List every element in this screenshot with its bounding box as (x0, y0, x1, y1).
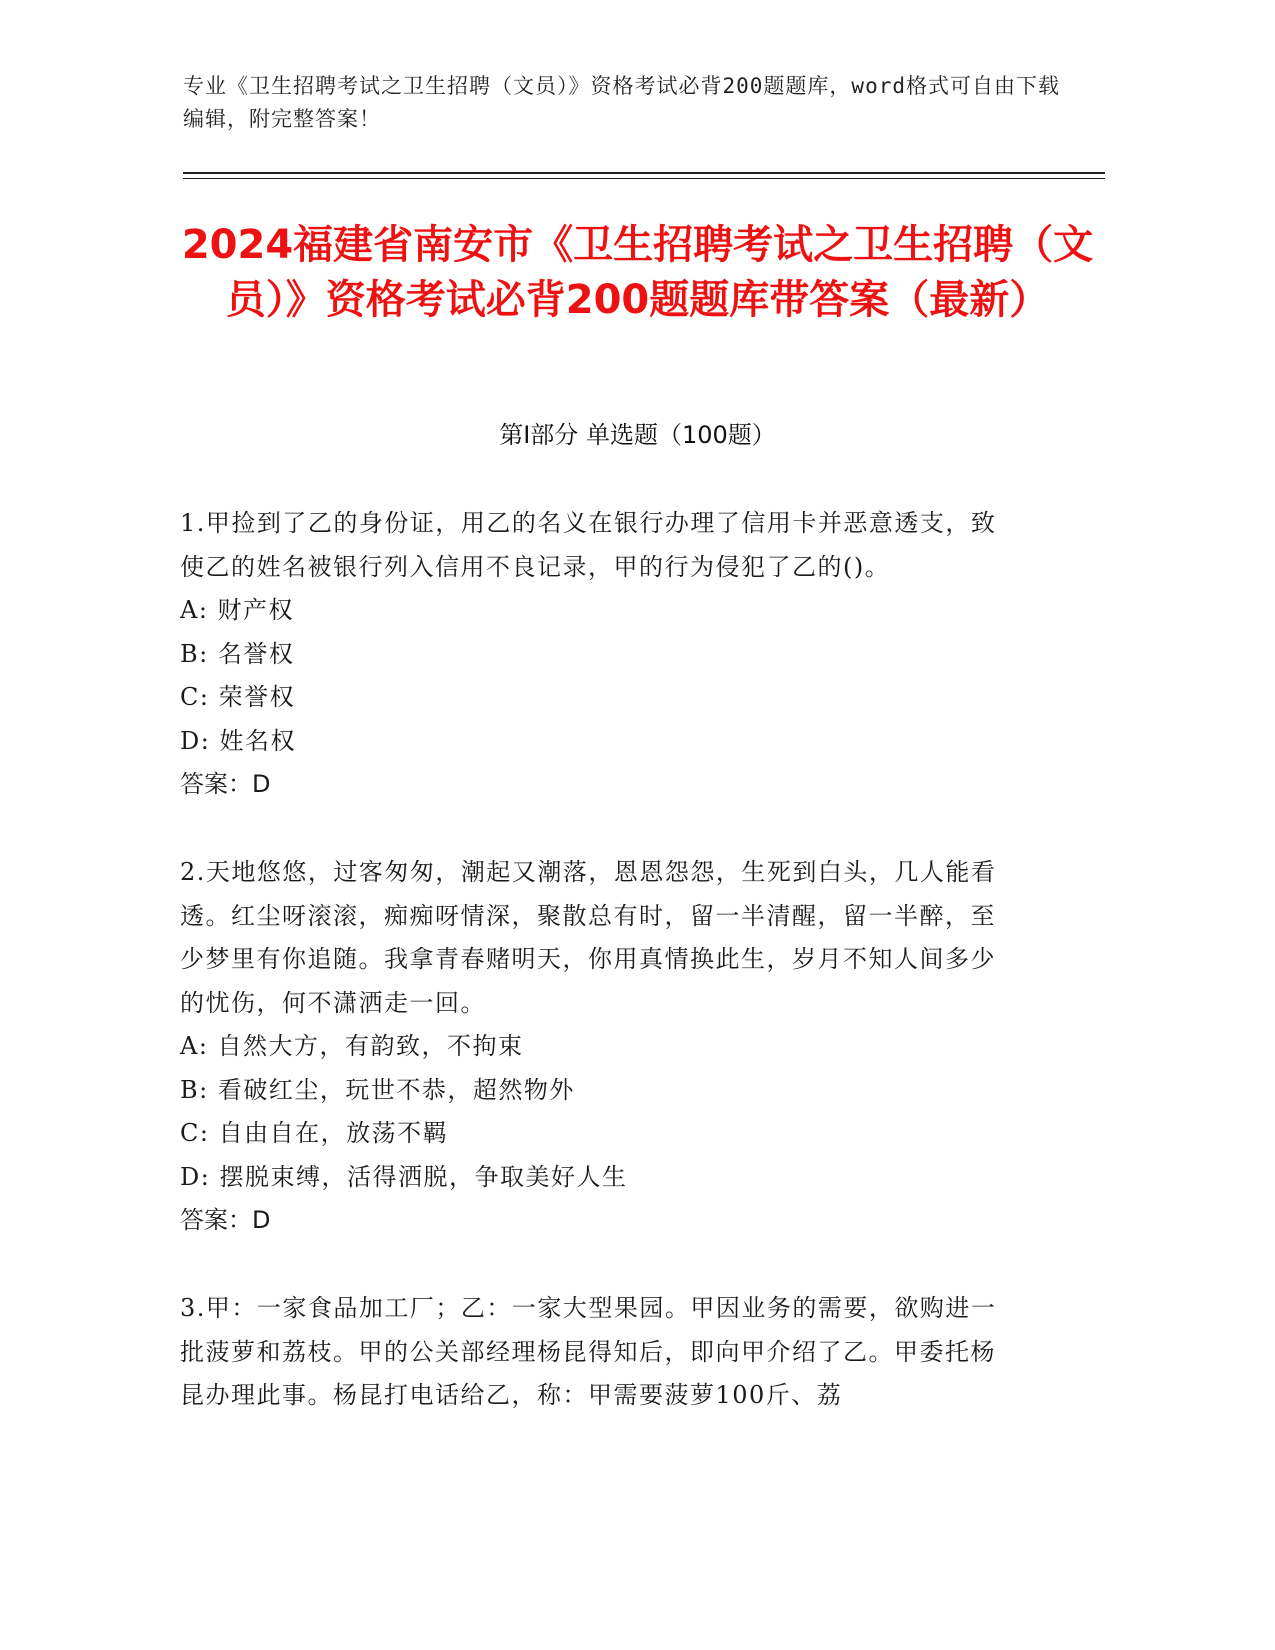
header-rule-thick (183, 172, 1105, 174)
option-c: C: 荣誉权 (180, 683, 296, 711)
document-title: 2024福建省南安市《卫生招聘考试之卫生招聘（文员）》资格考试必背200题题库带答案（最新） (181, 222, 1094, 323)
header-note: 专业《卫生招聘考试之卫生招聘（文员）》资格考试必背200题题库，word格式可自由下载编辑，附完整答案！ (183, 74, 1060, 131)
option-a: A: 财产权 (180, 596, 295, 624)
question-2 (180, 851, 1020, 1243)
section-heading: 第I部分 单选题（100题） (499, 421, 776, 449)
option-b: B: 看破红尘，玩世不恭，超然物外 (180, 1075, 575, 1104)
option-d: D: 摆脱束缚，活得洒脱，争取美好人生 (180, 1162, 628, 1191)
answer-line: 答案：D (180, 1206, 271, 1234)
option-a: A: 自然大方，有韵致，不拘束 (180, 1032, 524, 1060)
option-b: B: 名誉权 (180, 639, 295, 668)
question-text: 3.甲：一家食品加工厂；乙：一家大型果园。甲因业务的需要，欲购进一批菠萝和荔枝。甲的公关部经理杨昆得知后，即向甲介绍了乙。甲委托杨昆办理此事。杨昆打电话给乙，称：甲需要菠萝100斤、荔 (180, 1294, 997, 1409)
question-1 (180, 502, 1020, 807)
answer-line: 答案：D (180, 770, 271, 798)
question-text: 2.天地悠悠，过客匆匆，潮起又潮落，恩恩怨怨，生死到白头，几人能看透。红尘呀滚滚，痴痴呀情深，聚散总有时，留一半清醒，留一半醉，至少梦里有你追随。我拿青春赌明天，你用真情换此生，岁月不知人间多少的忧伤，何不潇洒走一回。 (180, 858, 997, 1017)
question-text: 1.甲捡到了乙的身份证，用乙的名义在银行办理了信用卡并恶意透支，致使乙的姓名被银行列入信用不良记录，甲的行为侵犯了乙的()。 (180, 509, 997, 581)
question-3 (180, 1287, 1020, 1418)
option-c: C: 自由自在，放荡不羁 (180, 1119, 449, 1147)
option-d: D: 姓名权 (180, 726, 296, 755)
header-rule-thin (183, 178, 1105, 179)
